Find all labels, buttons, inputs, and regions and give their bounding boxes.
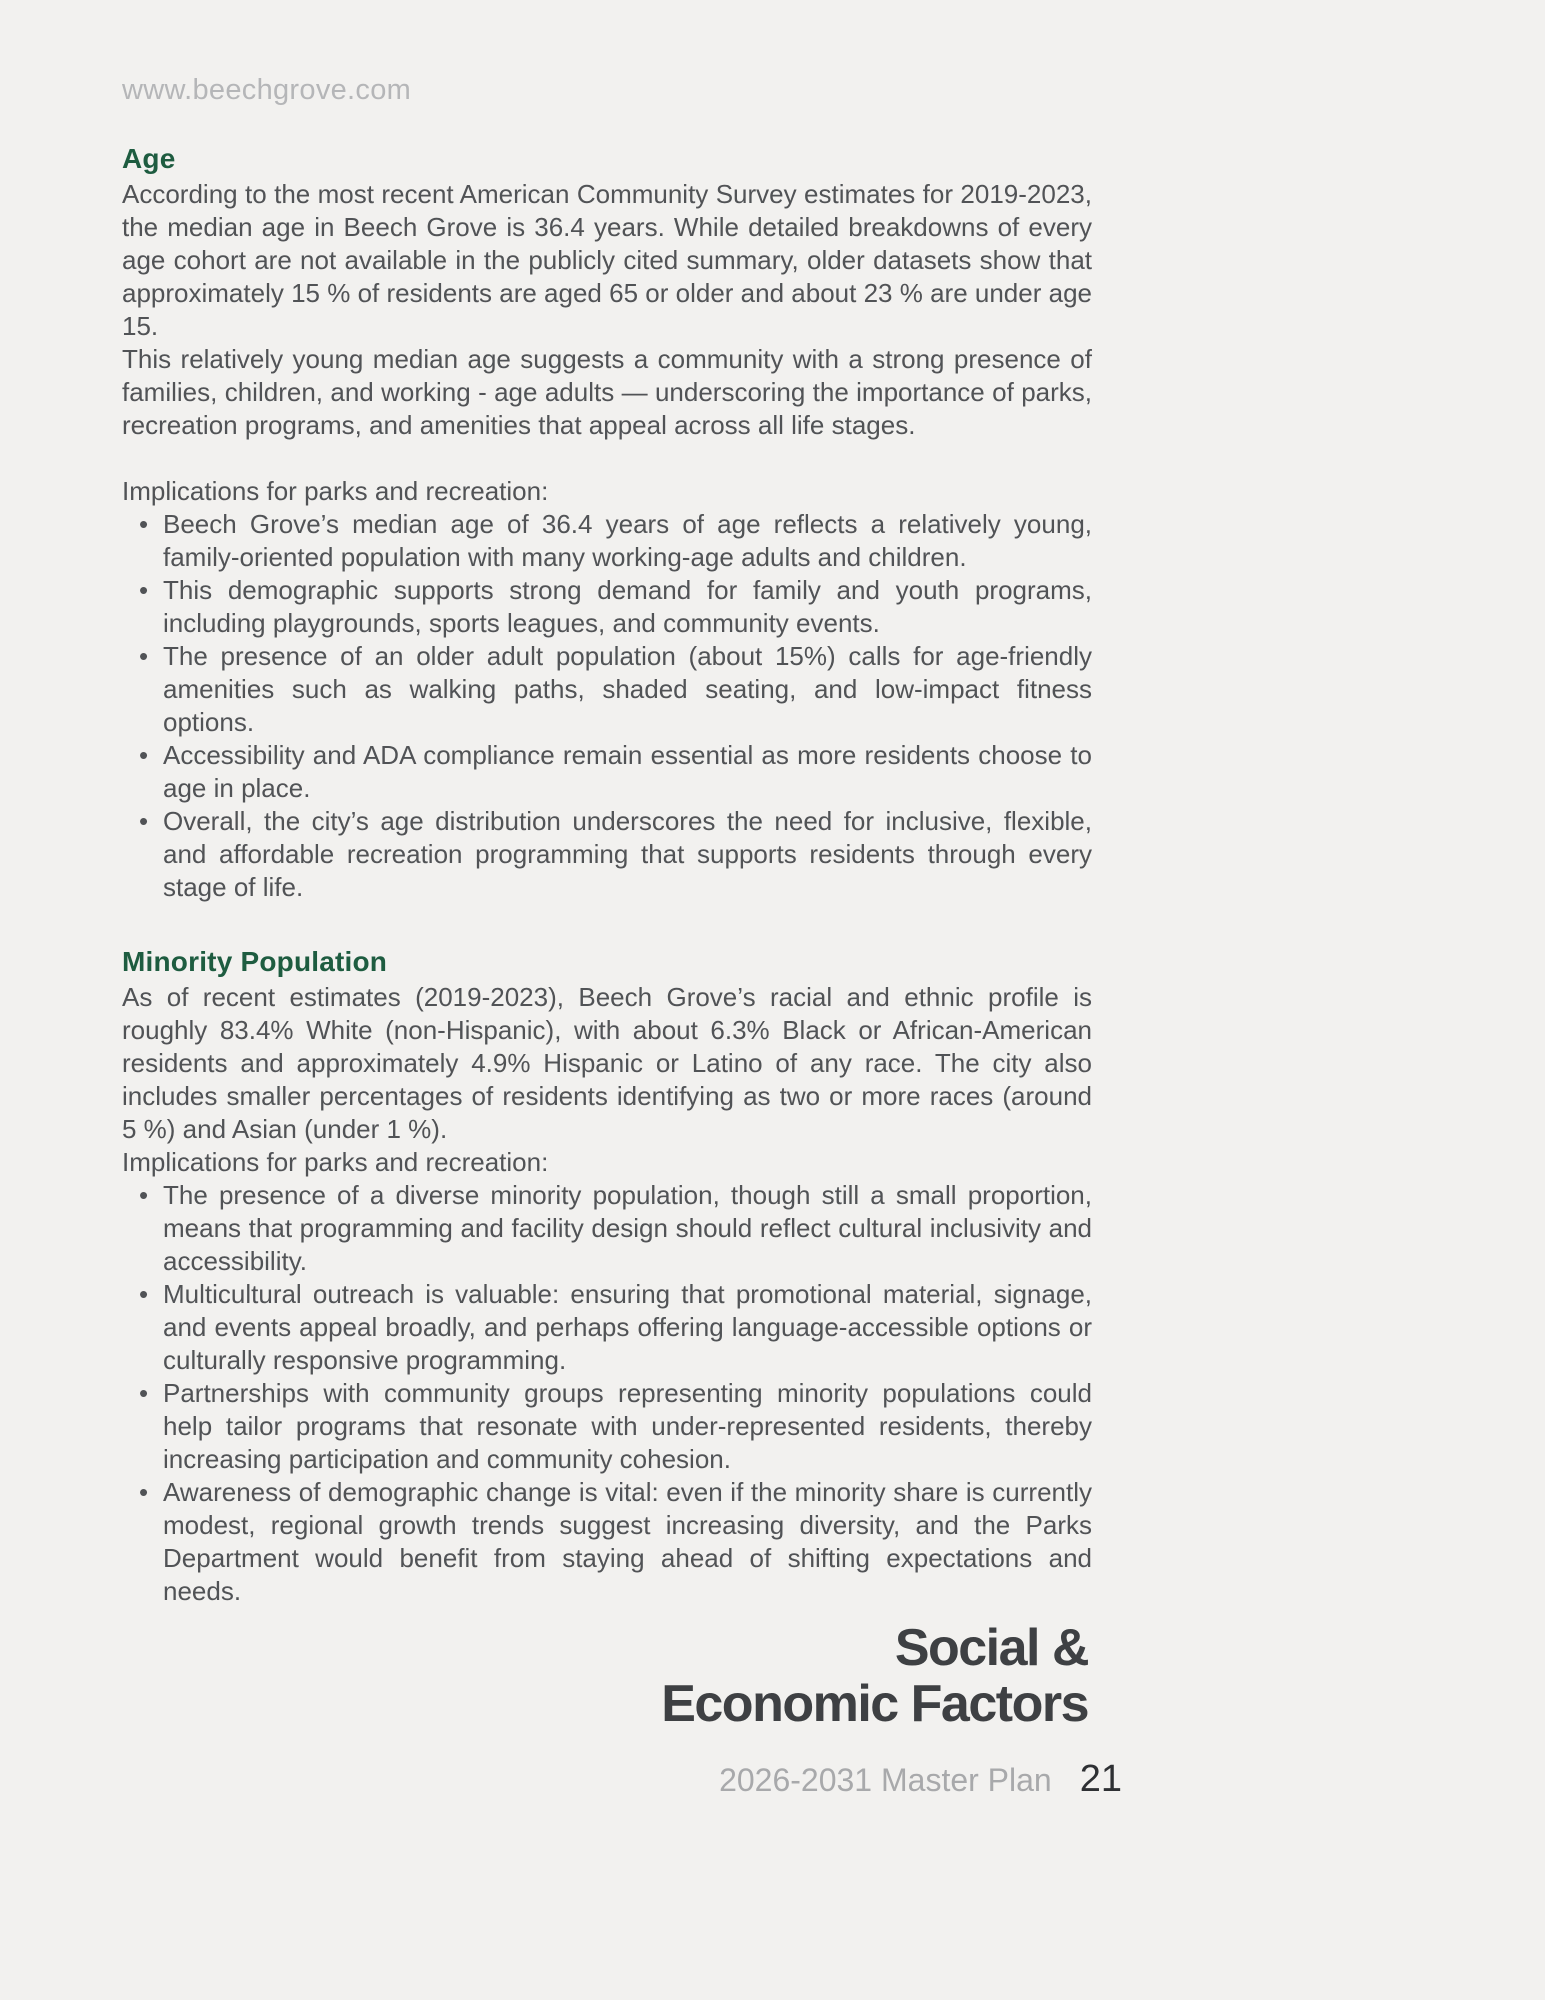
minority-paragraph: As of recent estimates (2019-2023), Beech Grove’s racial and ethnic profile is roughly 83.4% White (non-Hispanic), with about 6.3% Black or African-American residents and approximately 4.9% Hispanic or Latino of any race. The city also includes smaller percentages of residents identifying as two or more races (around 5 %) and Asian (under 1 %). — [122, 982, 1092, 1144]
bullet-dot-icon: • — [139, 1477, 149, 1507]
list-item-text: Overall, the city’s age distribution underscores the need for inclusive, flexible, and affordable recreation programming that supports residents through every stage of life. — [163, 806, 1092, 902]
chapter-title-line2: Economic Factors — [661, 1675, 1088, 1733]
minority-implications-label: Implications for parks and recreation: — [122, 1147, 549, 1177]
list-item — [122, 1179, 1092, 1278]
list-item-text: Awareness of demographic change is vital: even if the minority share is currently modest, regional growth trends suggest increasing diversity, and the Parks Department would benefit from staying ahead of shifting expectations and needs. — [163, 1477, 1092, 1606]
list-item-text: The presence of a diverse minority population, though still a small proportion, means that programming and facility design should reflect cultural inclusivity and accessibility. — [163, 1180, 1092, 1276]
age-paragraph: This relatively young median age suggests a community with a strong presence of families, children, and working - age adults — underscoring the importance of parks, recreation programs, and amenities that appeal across all life stages. — [122, 344, 1092, 440]
list-item — [122, 1476, 1092, 1608]
page-footer — [122, 1758, 1122, 1801]
list-item — [122, 574, 1092, 640]
list-item — [122, 1278, 1092, 1377]
list-item — [122, 640, 1092, 739]
list-item-text: Beech Grove’s median age of 36.4 years of age reflects a relatively young, family-oriented population with many working-age adults and children. — [163, 509, 1092, 572]
list-item-text: This demographic supports strong demand for family and youth programs, including playgrounds, sports leagues, and community events. — [163, 575, 1092, 638]
age-bullet-list — [122, 508, 1092, 904]
minority-population-heading: Minority Population — [122, 946, 388, 977]
age-paragraph: According to the most recent American Community Survey estimates for 2019-2023, the median age in Beech Grove is 36.4 years. While detailed breakdowns of every age cohort are not available in the publicly cited summary, older datasets show that approximately 15 % of residents are aged 65 or older and about 23 % are under age 15. — [122, 179, 1092, 341]
chapter-title-line1: Social & — [894, 1619, 1088, 1677]
list-item-text: The presence of an older adult population (about 15%) calls for age-friendly amenities such as walking paths, shaded seating, and low-impact fitness options. — [163, 641, 1092, 737]
bullet-dot-icon: • — [139, 509, 149, 539]
bullet-dot-icon: • — [139, 740, 149, 770]
website-url: www.beechgrove.com — [122, 74, 412, 106]
list-item — [122, 508, 1092, 574]
minority-population-section — [122, 946, 1092, 1608]
bullet-dot-icon: • — [139, 1378, 149, 1408]
minority-bullet-list — [122, 1179, 1092, 1608]
bullet-dot-icon: • — [139, 1180, 149, 1210]
page-content — [122, 143, 1092, 1608]
list-item-text: Accessibility and ADA compliance remain essential as more residents choose to age in place. — [163, 740, 1092, 803]
age-section — [122, 143, 1092, 904]
list-item — [122, 1377, 1092, 1476]
bullet-dot-icon: • — [139, 575, 149, 605]
bullet-dot-icon: • — [139, 806, 149, 836]
bullet-dot-icon: • — [139, 1279, 149, 1309]
age-implications-label: Implications for parks and recreation: — [122, 476, 549, 506]
list-item-text: Partnerships with community groups representing minority populations could help tailor programs that resonate with under-represented residents, thereby increasing participation and community cohesion. — [163, 1378, 1092, 1474]
master-plan-label: 2026-2031 Master Plan — [719, 1762, 1052, 1798]
list-item — [122, 739, 1092, 805]
list-item — [122, 805, 1092, 904]
section-chapter-title — [122, 1620, 1088, 1732]
age-heading: Age — [122, 143, 176, 174]
bullet-dot-icon: • — [139, 641, 149, 671]
page-number: 21 — [1079, 1758, 1122, 1800]
list-item-text: Multicultural outreach is valuable: ensuring that promotional material, signage, and events appeal broadly, and perhaps offering language-accessible options or culturally responsive programming. — [163, 1279, 1092, 1375]
